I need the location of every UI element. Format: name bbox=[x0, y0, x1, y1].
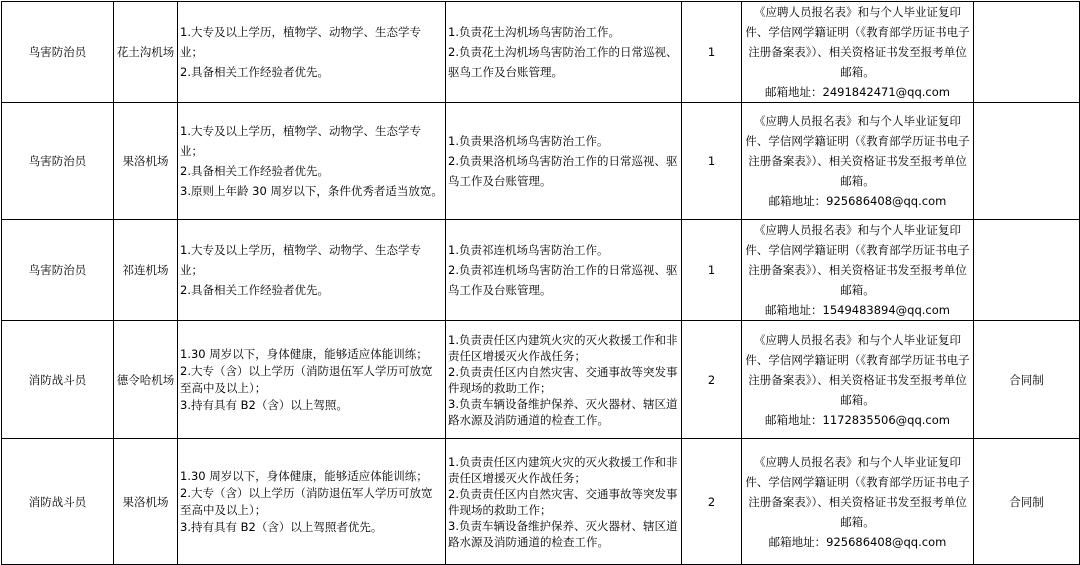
contract-cell bbox=[974, 2, 1080, 103]
position-cell: 鸟害防治员 bbox=[2, 2, 114, 103]
materials-cell bbox=[742, 103, 974, 220]
requirement-item: 3.持有具有 B2（含）以上驾照者优先。 bbox=[180, 519, 383, 534]
materials-cell bbox=[742, 439, 974, 565]
position-cell: 消防战斗员 bbox=[2, 321, 114, 439]
email-text: 邮箱地址：925686408@qq.com bbox=[768, 534, 947, 549]
requirements-cell bbox=[178, 103, 446, 220]
duty-item: 2.负责祁连机场鸟害防治工作的日常巡视、驱鸟工作及台账管理。 bbox=[448, 263, 678, 297]
table-row bbox=[2, 103, 1080, 220]
email-text: 邮箱地址：2491842471@qq.com bbox=[765, 85, 950, 99]
duty-item: 3.负责车辆设备维护保养、灭火器材、辖区道路水源及消防通道的检查工作。 bbox=[448, 396, 678, 427]
email-text: 邮箱地址：1172835506@qq.com bbox=[765, 412, 950, 427]
requirement-item: 1.大专及以上学历，植物学、动物学、生态学专业； bbox=[180, 25, 421, 59]
duty-item: 3.负责车辆设备维护保养、灭火器材、辖区道路水源及消防通道的检查工作。 bbox=[448, 518, 678, 549]
requirement-item: 3.持有具有 B2（含）以上驾照。 bbox=[180, 397, 348, 412]
duty-item: 2.负责责任区内自然灾害、交通事故等突发事件现场的救助工作； bbox=[448, 486, 678, 517]
requirement-item: 1.大专及以上学历，植物学、动物学、生态学专业； bbox=[180, 243, 421, 277]
requirement-item: 2.具备相关工作经验者优先。 bbox=[180, 283, 329, 297]
duties-cell bbox=[446, 103, 682, 220]
duty-item: 2.负责花土沟机场鸟害防治工作的日常巡视、驱鸟工作及台账管理。 bbox=[448, 45, 678, 79]
location-cell: 果洛机场 bbox=[114, 439, 178, 565]
materials-cell bbox=[742, 220, 974, 321]
count-cell: 1 bbox=[682, 103, 742, 220]
position-cell: 鸟害防治员 bbox=[2, 220, 114, 321]
requirement-item: 2.大专（含）以上学历（消防退伍军人学历可放宽至高中及以上）； bbox=[180, 363, 433, 395]
table-row bbox=[2, 439, 1080, 565]
location-cell: 德令哈机场 bbox=[114, 321, 178, 439]
requirement-item: 2.大专（含）以上学历（消防退伍军人学历可放宽至高中及以上）； bbox=[180, 485, 433, 517]
materials-cell bbox=[742, 321, 974, 439]
duty-item: 1.负责责任区内建筑火灾的灭火救援工作和非责任区增援灭火作战任务； bbox=[448, 332, 678, 363]
table-row bbox=[2, 321, 1080, 439]
duty-item: 2.负责果洛机场鸟害防治工作的日常巡视、驱鸟工作及台账管理。 bbox=[448, 154, 678, 188]
requirements-cell bbox=[178, 439, 446, 565]
duties-cell bbox=[446, 321, 682, 439]
materials-cell bbox=[742, 2, 974, 103]
recruitment-table bbox=[1, 1, 1080, 565]
email-text: 邮箱地址：1549483894@qq.com bbox=[765, 303, 950, 317]
materials-text: 《应聘人员报名表》和与个人毕业证复印件、学信网学籍证明（《教育部学历证书电子注册备案表》）、相关资格证书发至报考单位邮箱。 bbox=[745, 454, 970, 529]
duty-item: 1.负责花土沟机场鸟害防治工作。 bbox=[448, 25, 620, 39]
duty-item: 1.负责祁连机场鸟害防治工作。 bbox=[448, 243, 609, 257]
contract-cell bbox=[974, 220, 1080, 321]
count-cell: 2 bbox=[682, 321, 742, 439]
contract-cell bbox=[974, 103, 1080, 220]
materials-text: 《应聘人员报名表》和与个人毕业证复印件、学信网学籍证明（《教育部学历证书电子注册备案表》）、相关资格证书发至报考单位邮箱。 bbox=[745, 114, 970, 188]
requirements-cell bbox=[178, 2, 446, 103]
requirements-cell bbox=[178, 321, 446, 439]
requirement-item: 1.30 周岁以下，身体健康，能够适应体能训练； bbox=[180, 468, 428, 483]
duty-item: 1.负责果洛机场鸟害防治工作。 bbox=[448, 134, 609, 148]
contract-cell: 合同制 bbox=[974, 321, 1080, 439]
duty-item: 2.负责责任区内自然灾害、交通事故等突发事件现场的救助工作； bbox=[448, 364, 678, 395]
count-cell: 1 bbox=[682, 220, 742, 321]
requirement-item: 1.大专及以上学历，植物学、动物学、生态学专业； bbox=[180, 124, 421, 158]
duties-cell bbox=[446, 220, 682, 321]
requirement-item: 3.原则上年龄 30 周岁以下，条件优秀者适当放宽。 bbox=[180, 184, 443, 198]
count-cell: 1 bbox=[682, 2, 742, 103]
email-text: 邮箱地址：925686408@qq.com bbox=[768, 194, 947, 208]
position-cell: 鸟害防治员 bbox=[2, 103, 114, 220]
materials-text: 《应聘人员报名表》和与个人毕业证复印件、学信网学籍证明（《教育部学历证书电子注册备案表》）、相关资格证书发至报考单位邮箱。 bbox=[745, 5, 970, 79]
duties-cell bbox=[446, 2, 682, 103]
materials-text: 《应聘人员报名表》和与个人毕业证复印件、学信网学籍证明（《教育部学历证书电子注册备案表》）、相关资格证书发至报考单位邮箱。 bbox=[745, 223, 970, 297]
requirement-item: 1.30 周岁以下，身体健康，能够适应体能训练； bbox=[180, 346, 428, 361]
location-cell: 祁连机场 bbox=[114, 220, 178, 321]
count-cell: 2 bbox=[682, 439, 742, 565]
duties-cell bbox=[446, 439, 682, 565]
table-row bbox=[2, 220, 1080, 321]
location-cell: 果洛机场 bbox=[114, 103, 178, 220]
position-cell: 消防战斗员 bbox=[2, 439, 114, 565]
duty-item: 1.负责责任区内建筑火灾的灭火救援工作和非责任区增援灭火作战任务； bbox=[448, 454, 678, 485]
location-cell: 花土沟机场 bbox=[114, 2, 178, 103]
requirement-item: 2.具备相关工作经验者优先。 bbox=[180, 65, 329, 79]
requirement-item: 2.具备相关工作经验者优先。 bbox=[180, 164, 329, 178]
materials-text: 《应聘人员报名表》和与个人毕业证复印件、学信网学籍证明（《教育部学历证书电子注册备案表》）、相关资格证书发至报考单位邮箱。 bbox=[745, 332, 970, 407]
table-row bbox=[2, 2, 1080, 103]
contract-cell: 合同制 bbox=[974, 439, 1080, 565]
requirements-cell bbox=[178, 220, 446, 321]
